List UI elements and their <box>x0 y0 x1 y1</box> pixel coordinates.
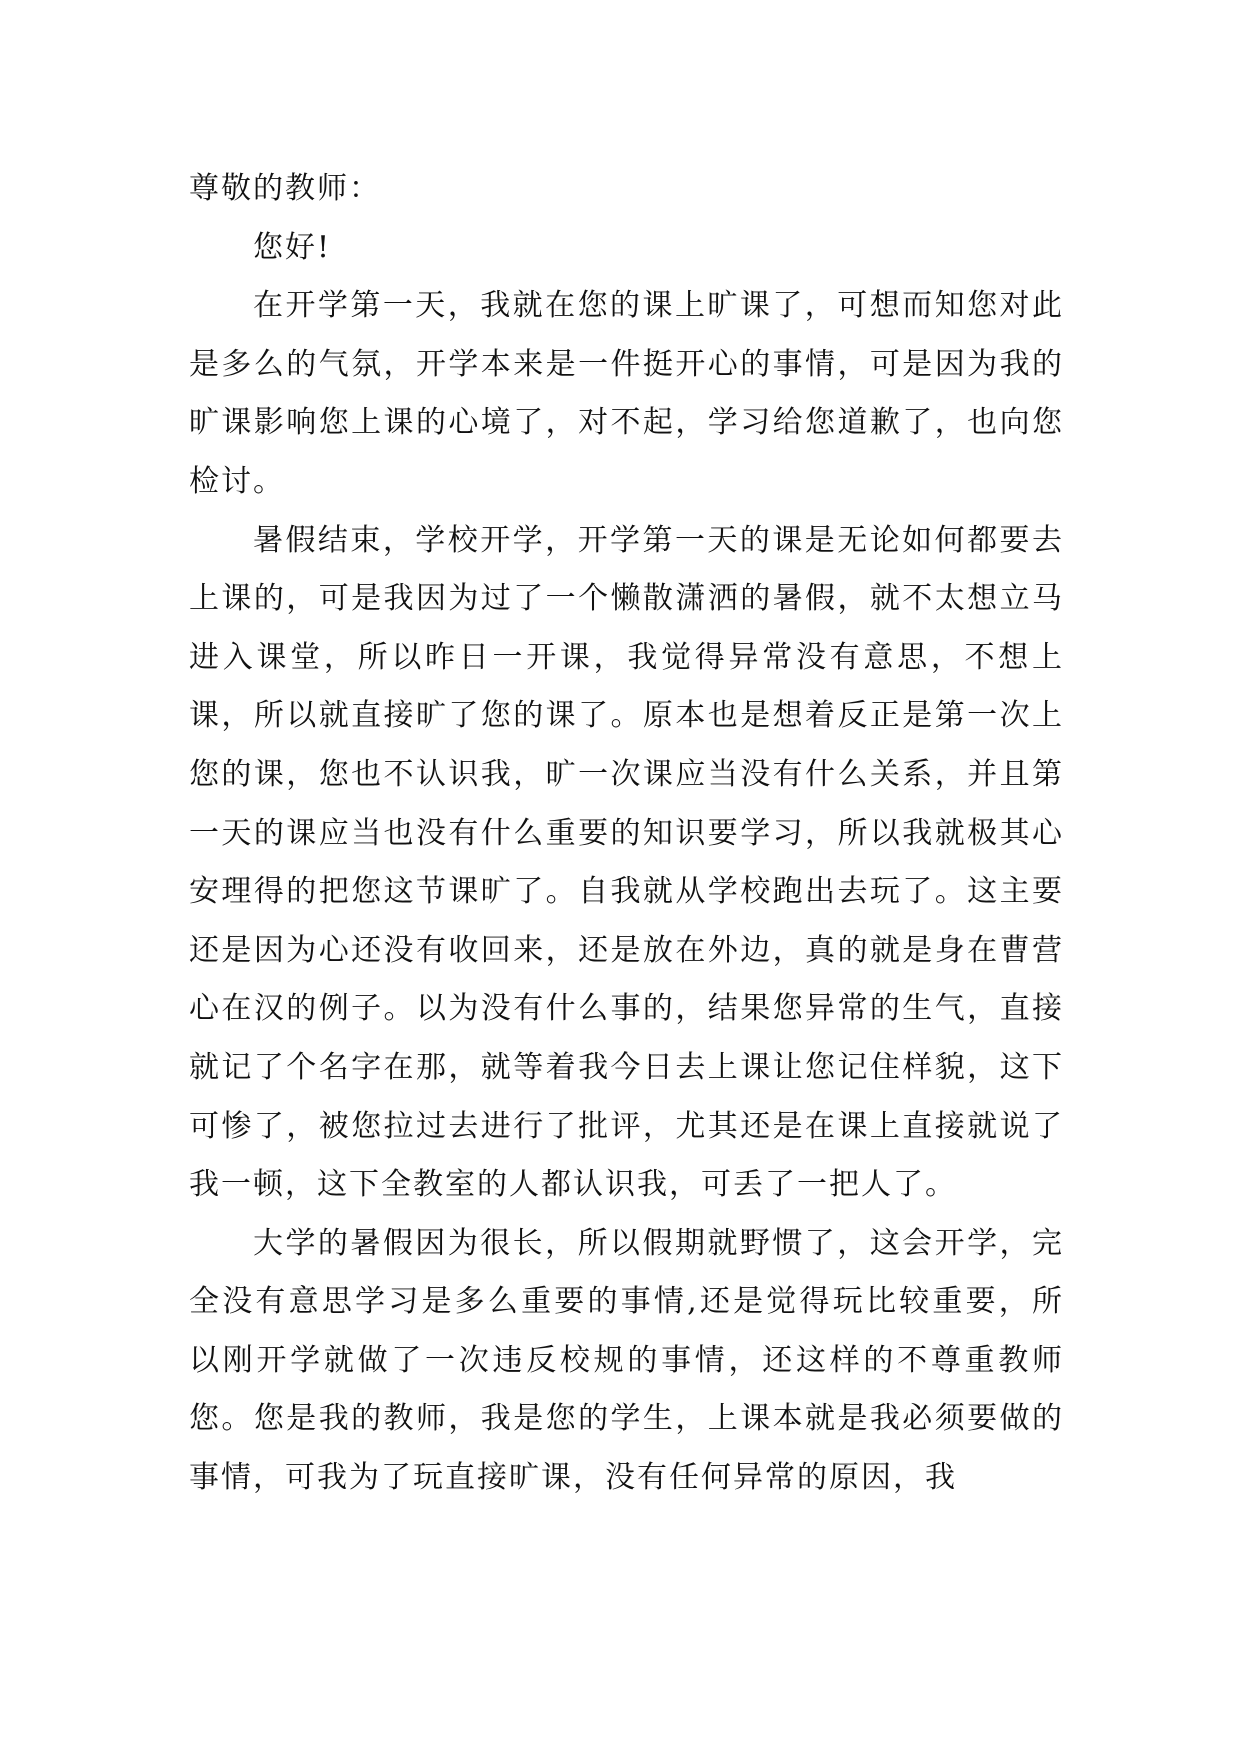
paragraph-3: 大学的暑假因为很长，所以假期就野惯了，这会开学，完全没有意思学习是多么重要的事情,还是觉得玩比较重要，所以刚开学就做了一次违反校规的事情，还这样的不尊重教师您。您是我的教师，我是您的学生，上课本就是我必须要做的事情，可我为了玩直接旷课，没有任何异常的原因，我 <box>189 1225 1064 1496</box>
letter-body <box>189 160 1064 1508</box>
paragraph-2: 暑假结束，学校开学，开学第一天的课是无论如何都要去上课的，可是我因为过了一个懒散潇洒的暑假，就不太想立马进入课堂，所以昨日一开课，我觉得异常没有意思，不想上课，所以就直接旷了您的课了。原本也是想着反正是第一次上您的课，您也不认识我，旷一次课应当没有什么关系，并且第一天的课应当也没有什么重要的知识要学习，所以我就极其心安理得的把您这节课旷了。自我就从学校跑出去玩了。这主要还是因为心还没有收回来，还是放在外边，真的就是身在曹营心在汉的例子。以为没有什么事的，结果您异常的生气，直接就记了个名字在那，就等着我今日去上课让您记住样貌，这下可惨了，被您拉过去进行了批评，尤其还是在课上直接就说了我一顿，这下全教室的人都认识我，可丢了一把人了。 <box>189 522 1064 1203</box>
greeting: 您好! <box>253 229 332 265</box>
paragraph-1: 在开学第一天，我就在您的课上旷课了，可想而知您对此是多么的气氛，开学本来是一件挺开心的事情，可是因为我的旷课影响您上课的心境了，对不起，学习给您道歉了，也向您检讨。 <box>189 288 1064 499</box>
salutation: 尊敬的教师： <box>189 171 381 206</box>
